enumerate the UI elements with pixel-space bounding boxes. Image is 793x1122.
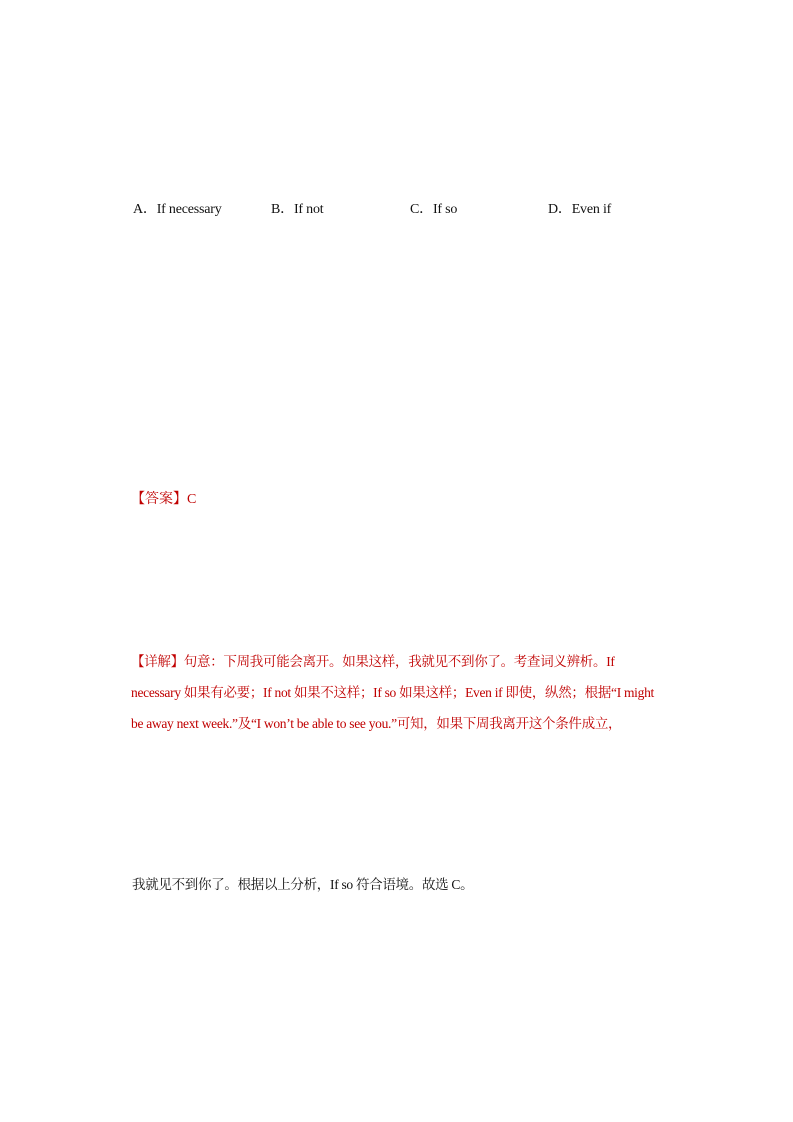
answer-key: 【答案】C (131, 492, 197, 507)
answer-options (133, 198, 693, 218)
explanation-line-3: be away next week.”及“I won’t be able to see you.”可知，如果下周我离开这个条件成立， (131, 716, 622, 731)
option-c: C．If so (410, 202, 458, 217)
option-a: A．If necessary (133, 202, 222, 217)
explanation-continuation: 我就见不到你了。根据以上分析，If so 符合语境。故选 C。 (132, 877, 474, 892)
option-d: D．Even if (548, 202, 612, 217)
explanation-line-2: necessary 如果有必要；If not 如果不这样；If so 如果这样；Even if 即使，纵然；根据“I might (131, 685, 654, 700)
explanation-line-1: 【详解】句意：下周我可能会离开。如果这样，我就见不到你了。考查词义辨析。If (131, 654, 615, 669)
option-b: B．If not (271, 202, 324, 217)
